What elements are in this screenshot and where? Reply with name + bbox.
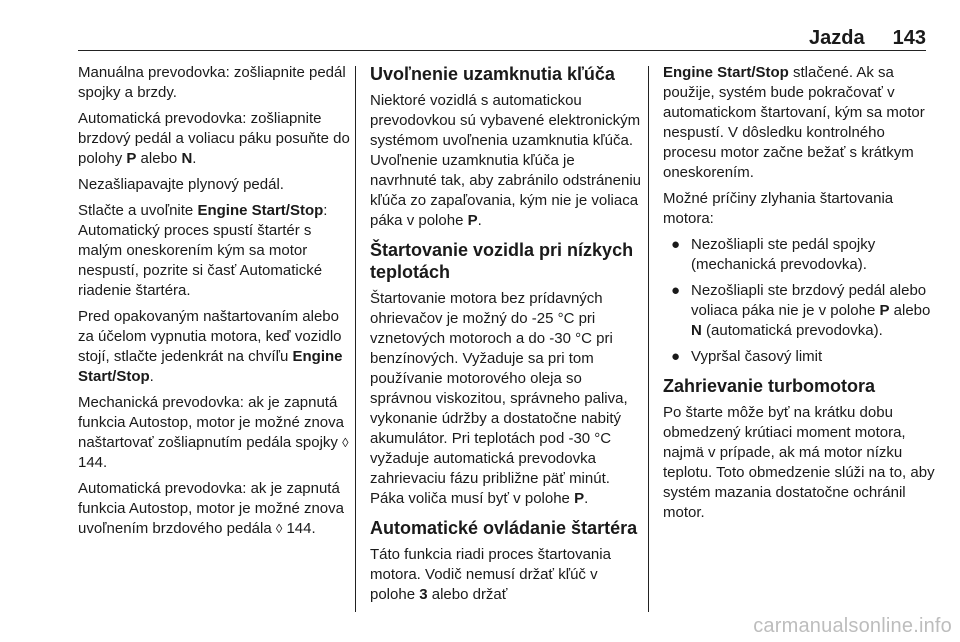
chapter-title: Jazda: [809, 27, 865, 49]
paragraph-restart: Pred opakovaným naštartovaním alebo za účelom vypnutia motora, keď vozidlo stojí, stlačte jedenkrát na chvíľu Engine Start/Stop.: [78, 308, 343, 385]
heading-starter-control: Automatické ovládanie štartéra: [370, 518, 638, 538]
column-divider-1: [355, 66, 356, 612]
paragraph-manual-autostop: Mechanická prevodovka: ak je zapnutá funkcia Autostop, motor je možné znova naštartovať zošliapnutím pedála spojky ◊ 144.: [78, 394, 349, 471]
watermark: carmanualsonline.info: [753, 615, 952, 637]
paragraph-automatic-transmission: Automatická prevodovka: zošliapnite brzdový pedál a voliacu páku posuňte do polohy P alebo N.: [78, 110, 350, 167]
heading-cold-start: Štartovanie vozidla pri nízkych teplotách: [370, 240, 634, 282]
paragraph-starter-control: Táto funkcia riadi proces štartovania motora. Vodič nemusí držať kľúč v polohe 3 alebo držať: [370, 546, 611, 603]
page-number: 143: [892, 27, 926, 49]
page-ref-arrow-icon: ◊: [342, 435, 349, 450]
paragraph-failure-causes: Možné príčiny zlyhania štartovania motora:: [663, 190, 894, 227]
page-reference[interactable]: 144.: [78, 454, 108, 471]
header-rule: [78, 50, 926, 51]
paragraph-press-start: Stlačte a uvoľnite Engine Start/Stop: Automatický proces spustí štartér s malým oneskorením kým sa motor nespustí, pozrite si časť Automatické riadenie štartéra.: [78, 202, 328, 299]
page-reference[interactable]: 144.: [282, 520, 316, 537]
paragraph-key-lock: Niektoré vozidlá s automatickou prevodovkou sú vybavené elektronickým systémom uvoľnenia uzamknutia kľúča. Uvoľnenie uzamknutia kľúča je navrhnuté tak, aby zabránilo odstráneniu kľúča zo zapaľovania, kým nie je voliaca páka v polohe P.: [370, 92, 642, 229]
paragraph-no-throttle: Nezašliapavajte plynový pedál.: [78, 176, 284, 193]
bullet-icon: ●: [671, 282, 681, 299]
failure-causes-list: [663, 235, 935, 367]
list-item: ● Nezošliapli ste pedál spojky (mechanická prevodovka).: [671, 236, 876, 273]
paragraph-turbo-warmup: Po štarte môže byť na krátku dobu obmedzený krútiaci moment motora, najmä v prípade, ak má motor nízku teplotu. Toto obmedzenie slúži na to, aby systém mazania dostatočne ochránil motor.: [663, 404, 935, 521]
paragraph-manual-transmission: Manuálna prevodovka: zošliapnite pedál spojky a brzdy.: [78, 64, 346, 101]
heading-key-lock-release: Uvoľnenie uzamknutia kľúča: [370, 64, 615, 84]
bullet-icon: ●: [671, 236, 681, 253]
list-item: ● Nezošliapli ste brzdový pedál alebo voliaca páka nie je v polohe P alebo N (automatická prevodovka).: [671, 282, 931, 339]
column-2: [370, 63, 642, 611]
paragraph-starter-continued: Engine Start/Stop stlačené. Ak sa použije, systém bude pokračovať v automatickom štartovaní, kým sa motor nespustí. V dôsledku kontrolného procesu motor začne bežať s krátkym oneskorením.: [663, 64, 925, 181]
column-divider-2: [648, 66, 649, 612]
page-header: [78, 20, 926, 50]
paragraph-cold-start: Štartovanie motora bez prídavných ohrievačov je možný do -25 °C pri vznetových motoroch a do -30 °C pri benzínových. Vyžaduje sa pri tom používanie motorového oleja so správnou viskozitou, správneho paliva, vykonanie údržby a dostatočne nabitý akumulátor. Pri teplotách pod -30 °C vyžaduje automatická prevodovka zahrievaciu fázu približne päť minút. Páka voliča musí byť v polohe P.: [370, 290, 628, 507]
column-1: [78, 63, 350, 545]
bullet-icon: ●: [671, 348, 681, 365]
heading-turbo-warmup: Zahrievanie turbomotora: [663, 376, 876, 396]
paragraph-automatic-autostop: Automatická prevodovka: ak je zapnutá funkcia Autostop, motor je možné znova uvoľnením brzdového pedála ◊ 144.: [78, 480, 344, 537]
column-3: [663, 63, 935, 529]
list-item: ● Vypršal časový limit: [671, 348, 823, 365]
page-ref-arrow-icon: ◊: [275, 521, 283, 536]
